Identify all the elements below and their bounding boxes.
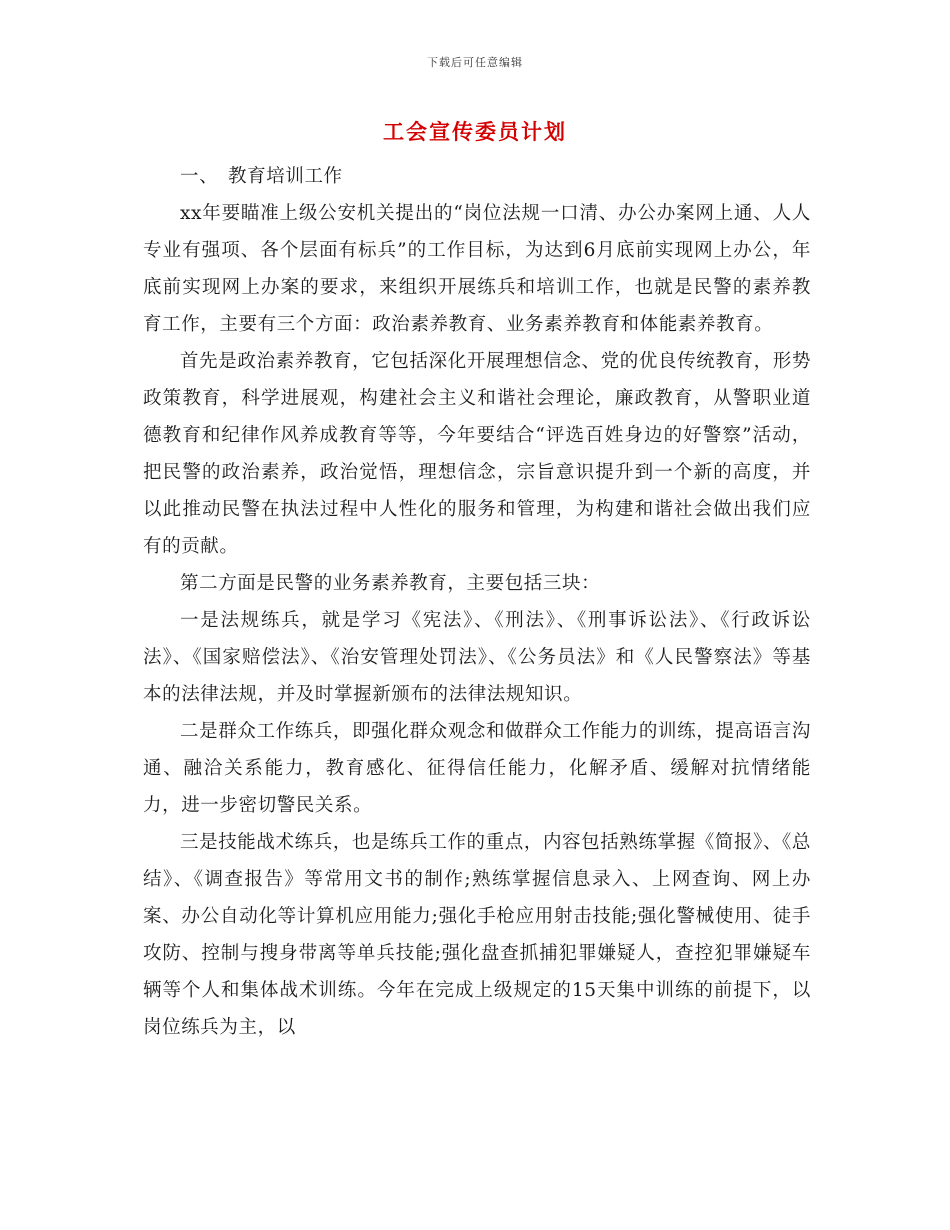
paragraph: 第二方面是民警的业务素养教育，主要包括三块： <box>180 573 601 594</box>
paragraph: xx年要瞄准上级公安机关提出的“岗位法规一口清、办公办案网上通、人人专业有强项、各个层面有标兵”的工作目标，为达到6月底前实现网上办公，年底前实现网上办案的要求，来组织开展练兵和培训工作，也就是民警的素养教育工作，主要有三个方面：政治素养教育、业务素养教育和体能素养教育。 <box>143 203 811 335</box>
document-title: 工会宣传委员计划 <box>383 119 567 144</box>
header-note: 下载后可任意编辑 <box>427 56 523 69</box>
paragraph: 首先是政治素养教育，它包括深化开展理想信念、党的优良传统教育，形势政策教育，科学进展观，构建社会主义和谐社会理论，廉政教育，从警职业道德教育和纪律作风养成教育等等，今年要结合“评选百姓身边的好警察”活动，把民警的政治素养，政治觉悟，理想信念，宗旨意识提升到一个新的高度，并以此推动民警在执法过程中人性化的服务和管理，为构建和谐社会做出我们应有的贡献。 <box>143 351 811 557</box>
document-body <box>143 158 811 1046</box>
paragraph: 三是技能战术练兵，也是练兵工作的重点，内容包括熟练掌握《简报》、《总结》、《调查报告》等常用文书的制作;熟练掌握信息录入、上网查询、网上办案、办公自动化等计算机应用能力;强化手枪应用射击技能;强化警械使用、徒手攻防、控制与搜身带离等单兵技能;强化盘查抓捕犯罪嫌疑人，查控犯罪嫌疑车辆等个人和集体战术训练。今年在完成上级规定的15天集中训练的前提下，以岗位练兵为主，以 <box>143 832 811 1038</box>
paragraph: 二是群众工作练兵，即强化群众观念和做群众工作能力的训练，提高语言沟通、融洽关系能力，教育感化、征得信任能力，化解矛盾、缓解对抗情绪能力，进一步密切警民关系。 <box>143 721 811 816</box>
paragraph: 一是法规练兵，就是学习《宪法》、《刑法》、《刑事诉讼法》、《行政诉讼法》、《国家赔偿法》、《治安管理处罚法》、《公务员法》和《人民警察法》等基本的法律法规，并及时掌握新颁布的法律法规知识。 <box>143 610 811 705</box>
section-heading: 一、 教育培训工作 <box>180 166 343 187</box>
